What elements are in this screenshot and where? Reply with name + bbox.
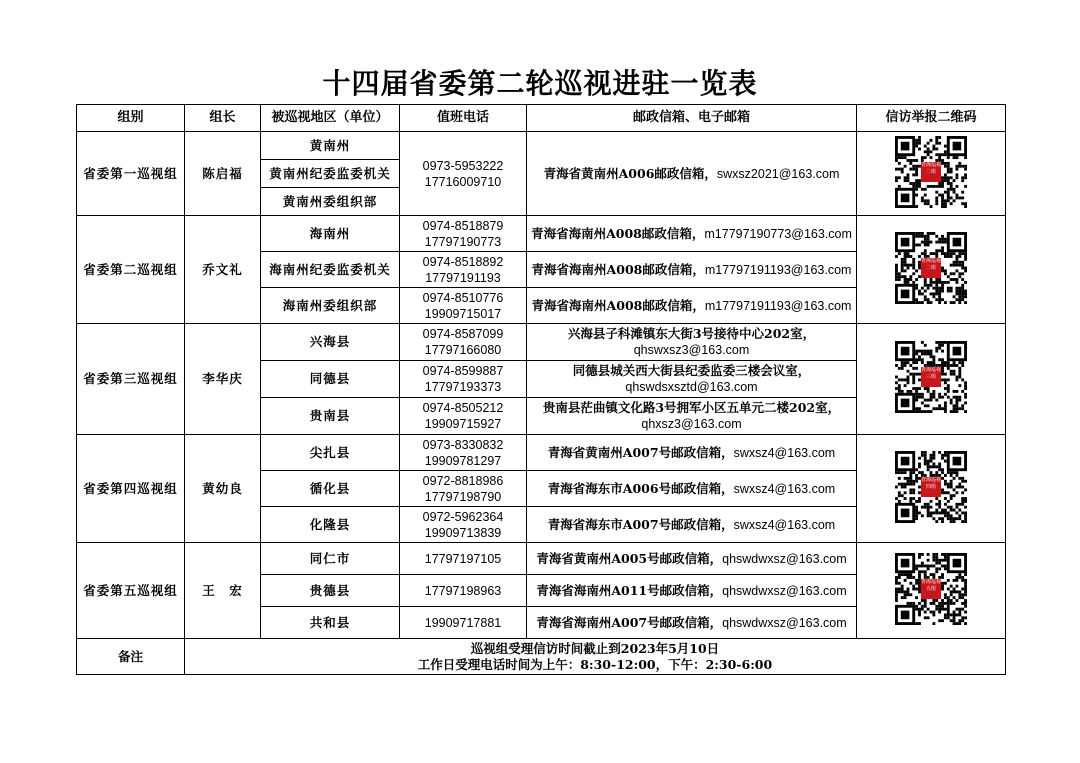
qr-stamp: 青海巡视四组 — [921, 477, 941, 497]
header-leader: 组长 — [185, 105, 261, 132]
phone-line: 17797198790 — [424, 489, 502, 504]
qr-cell — [857, 324, 1006, 435]
qr-code-icon[interactable] — [895, 136, 967, 208]
email-address: m17797191193@163.com — [704, 298, 852, 313]
phone-line: 19909715017 — [424, 306, 502, 321]
qr-cell — [857, 132, 1006, 216]
phone-line: 17716009710 — [424, 174, 502, 189]
page-title: 十四届省委第二轮巡视进驻一览表 — [322, 67, 758, 100]
group-name: 省委第二巡视组 — [77, 216, 185, 324]
header-area: 被巡视地区（单位） — [261, 105, 400, 132]
area-cell: 化隆县 — [261, 507, 400, 543]
area-cell: 共和县 — [261, 607, 400, 639]
phone-cell — [400, 288, 527, 324]
mail-address: 青海省海南州A008邮政信箱， — [531, 225, 705, 241]
group-leader: 乔文礼 — [185, 216, 261, 324]
phone-line: 0974-8510776 — [422, 290, 504, 305]
group-leader: 王 宏 — [185, 543, 261, 639]
phone-line: 0974-8518879 — [422, 218, 504, 233]
remark-text — [185, 639, 1006, 675]
mail-cell — [527, 132, 857, 216]
email-address: qhswdwxsz@163.com — [722, 583, 847, 598]
mail-address: 青海省海东市A007号邮政信箱， — [547, 516, 734, 532]
qr-cell — [857, 216, 1006, 324]
header-row — [77, 105, 1006, 132]
group-leader: 陈启福 — [185, 132, 261, 216]
email-address: qhswxsz3@163.com — [633, 343, 750, 357]
header-qr: 信访举报二维码 — [857, 105, 1006, 132]
mail-address: 兴海县子科滩镇东大街3号接待中心202室， — [567, 326, 816, 341]
group-name: 省委第三巡视组 — [77, 324, 185, 435]
mail-address: 青海省黄南州A006邮政信箱， — [543, 165, 717, 181]
qr-stamp: 青海巡视三组 — [921, 367, 941, 387]
phone-cell — [400, 507, 527, 543]
table-row — [77, 435, 1006, 471]
email-address: qhswdwxsz@163.com — [722, 615, 847, 630]
email-address: qhxsz3@163.com — [641, 417, 742, 431]
qr-code-icon[interactable] — [895, 232, 967, 304]
email-address: swxsz4@163.com — [733, 481, 836, 496]
group-name: 省委第五巡视组 — [77, 543, 185, 639]
qr-cell — [857, 435, 1006, 543]
phone-line: 19909781297 — [424, 453, 502, 468]
header-group: 组别 — [77, 105, 185, 132]
group-leader: 李华庆 — [185, 324, 261, 435]
phone-line: 0972-5962364 — [422, 509, 504, 524]
phone-line: 0974-8587099 — [422, 327, 504, 341]
mail-address: 青海省海南州A011号邮政信箱， — [536, 582, 723, 598]
phone-cell — [400, 216, 527, 252]
mail-cell — [527, 575, 857, 607]
remark-line: 工作日受理电话时间为上午：8:30-12:00，下午：2:30-6:00 — [417, 656, 773, 672]
mail-address: 青海省海南州A007号邮政信箱， — [536, 614, 723, 630]
qr-stamp: 青海巡视二组 — [921, 162, 941, 182]
area-cell: 黄南州 — [261, 132, 400, 160]
header-phone: 值班电话 — [400, 105, 527, 132]
mail-address: 青海省海南州A008邮政信箱， — [531, 261, 705, 277]
area-cell: 黄南州纪委监委机关 — [261, 160, 400, 188]
mail-cell — [527, 288, 857, 324]
mail-cell — [527, 324, 857, 361]
phone-cell — [400, 132, 527, 216]
mail-address: 贵南县茫曲镇文化路3号拥军小区五单元二楼202室， — [542, 400, 841, 415]
phone-cell — [400, 324, 527, 361]
mail-cell — [527, 507, 857, 543]
remark-row — [77, 639, 1006, 675]
table-row — [77, 324, 1006, 361]
remark-line: 巡视组受理信访时间截止到2023年5月10日 — [470, 640, 720, 656]
phone-cell: 17797197105 — [400, 543, 527, 575]
qr-stamp: 青海巡视二组 — [921, 258, 941, 278]
qr-code-icon[interactable] — [895, 341, 967, 413]
group-name: 省委第一巡视组 — [77, 132, 185, 216]
area-cell: 海南州委组织部 — [261, 288, 400, 324]
mail-address: 青海省黄南州A005号邮政信箱， — [536, 550, 723, 566]
mail-cell — [527, 543, 857, 575]
area-cell: 尖扎县 — [261, 435, 400, 471]
mail-address: 青海省海南州A008邮政信箱， — [531, 297, 705, 313]
area-cell: 黄南州委组织部 — [261, 188, 400, 216]
group-leader: 黄幼良 — [185, 435, 261, 543]
area-cell: 循化县 — [261, 471, 400, 507]
area-cell: 海南州 — [261, 216, 400, 252]
mail-cell — [527, 361, 857, 398]
phone-cell: 19909717881 — [400, 607, 527, 639]
phone-cell — [400, 435, 527, 471]
phone-cell — [400, 398, 527, 435]
phone-cell — [400, 252, 527, 288]
phone-line: 0973-8330832 — [422, 437, 504, 452]
table-row — [77, 216, 1006, 252]
email-address: swxsz2021@163.com — [716, 166, 840, 181]
area-cell: 海南州纪委监委机关 — [261, 252, 400, 288]
phone-line: 0974-8505212 — [422, 401, 504, 415]
qr-stamp: 青海巡视五组 — [921, 579, 941, 599]
qr-code-icon[interactable] — [895, 451, 967, 523]
phone-line: 0974-8599887 — [422, 364, 504, 378]
mail-cell — [527, 435, 857, 471]
phone-line: 0974-8518892 — [422, 254, 504, 269]
area-cell: 贵德县 — [261, 575, 400, 607]
phone-line: 0973-5953222 — [422, 158, 504, 173]
email-address: swxsz4@163.com — [733, 517, 836, 532]
group-name: 省委第四巡视组 — [77, 435, 185, 543]
patrol-table — [76, 104, 1006, 675]
mail-address: 青海省黄南州A007号邮政信箱， — [547, 444, 734, 460]
mail-cell — [527, 471, 857, 507]
area-cell: 贵南县 — [261, 398, 400, 435]
phone-line: 17797166080 — [424, 343, 502, 357]
table-row — [77, 132, 1006, 160]
mail-cell — [527, 216, 857, 252]
email-address: m17797191193@163.com — [704, 262, 852, 277]
phone-cell: 17797198963 — [400, 575, 527, 607]
area-cell: 同德县 — [261, 361, 400, 398]
mail-cell — [527, 607, 857, 639]
email-address: m17797190773@163.com — [704, 226, 852, 241]
mail-cell — [527, 252, 857, 288]
mail-address: 青海省海东市A006号邮政信箱， — [547, 480, 734, 496]
qr-cell — [857, 543, 1006, 639]
qr-code-icon[interactable] — [895, 553, 967, 625]
area-cell: 兴海县 — [261, 324, 400, 361]
phone-line: 0972-8818986 — [422, 473, 504, 488]
phone-line: 19909713839 — [424, 525, 502, 540]
mail-address: 同德县城关西大街县纪委监委三楼会议室， — [572, 363, 811, 378]
mail-cell — [527, 398, 857, 435]
phone-cell — [400, 361, 527, 398]
phone-line: 17797193373 — [424, 380, 502, 394]
area-cell: 同仁市 — [261, 543, 400, 575]
email-address: swxsz4@163.com — [733, 445, 836, 460]
email-address: qhswdsxsztd@163.com — [625, 380, 758, 394]
phone-line: 19909715927 — [424, 417, 502, 431]
phone-line: 17797191193 — [425, 270, 501, 285]
phone-cell — [400, 471, 527, 507]
email-address: qhswdwxsz@163.com — [722, 551, 847, 566]
header-mail: 邮政信箱、电子邮箱 — [527, 105, 857, 132]
table-row — [77, 543, 1006, 575]
remark-label: 备注 — [77, 639, 185, 675]
phone-line: 17797190773 — [424, 234, 502, 249]
